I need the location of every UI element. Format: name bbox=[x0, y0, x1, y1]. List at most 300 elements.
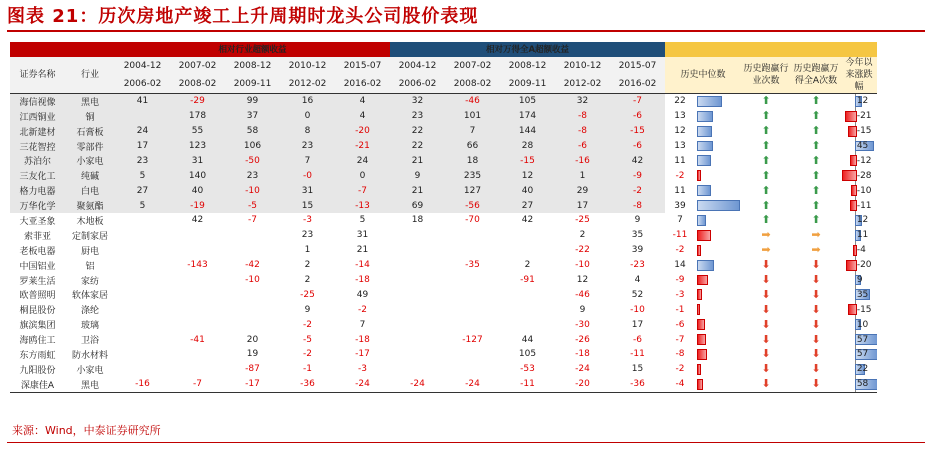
median-bar bbox=[697, 96, 722, 107]
table-row bbox=[10, 109, 877, 124]
industry-name: 厨电 bbox=[80, 246, 99, 257]
industry-excess-cell: 37 bbox=[225, 109, 280, 124]
table-row bbox=[10, 258, 877, 273]
market-excess-cell: 29 bbox=[555, 183, 610, 198]
market-excess-cell: 174 bbox=[500, 109, 555, 124]
market-excess-cell: -6 bbox=[555, 139, 610, 154]
market-excess-cell: 32 bbox=[390, 93, 445, 108]
down-arrow-icon: ⬇ bbox=[811, 317, 821, 331]
industry-excess-cell: 5 bbox=[115, 198, 170, 213]
median-bar-cell bbox=[695, 139, 741, 154]
industry-excess-cell: -36 bbox=[280, 377, 335, 392]
market-excess-cell bbox=[500, 317, 555, 332]
median-bar-cell bbox=[695, 347, 741, 362]
industry-excess-cell: 7 bbox=[280, 153, 335, 168]
down-arrow-icon: ⬇ bbox=[761, 377, 771, 391]
median-value: 12 bbox=[665, 124, 695, 139]
median-value: -6 bbox=[675, 319, 685, 330]
market-excess-cell: -10 bbox=[630, 304, 645, 315]
industry-excess-cell: 19 bbox=[246, 349, 259, 360]
median-bar-cell bbox=[695, 168, 741, 183]
down-arrow-icon: ⬇ bbox=[761, 258, 771, 272]
up-arrow-icon: ⬆ bbox=[811, 124, 821, 138]
industry-name: 小家电 bbox=[76, 365, 104, 376]
industry-name: 定制家居 bbox=[71, 231, 108, 242]
industry-name: 涤纶 bbox=[80, 306, 99, 317]
market-excess-cell bbox=[445, 317, 500, 332]
industry-excess-cell: -0 bbox=[280, 168, 335, 183]
ytd-cell bbox=[841, 317, 877, 332]
industry-excess-cell bbox=[115, 332, 170, 347]
stock-name: 三友化工 bbox=[10, 168, 65, 183]
ytd-cell bbox=[841, 183, 877, 198]
beat-industry-cell bbox=[741, 287, 791, 302]
beat-market-cell bbox=[791, 332, 841, 347]
industry-name: 软体家居 bbox=[71, 291, 108, 302]
group-header-row bbox=[10, 42, 877, 57]
industry-excess-cell bbox=[170, 243, 225, 258]
figure-title: 图表 21：历次房地产竣工上升周期时龙头公司股价表现 bbox=[7, 6, 479, 27]
period-start: 2004-12 bbox=[115, 57, 170, 75]
table-row bbox=[10, 93, 877, 108]
industry-excess-cell: 9 bbox=[304, 304, 311, 315]
median-bar-cell bbox=[695, 109, 741, 124]
stock-name: 老板电器 bbox=[19, 246, 56, 257]
market-excess-cell: -30 bbox=[575, 319, 590, 330]
stock-name: 东方雨虹 bbox=[19, 350, 56, 361]
median-bar-cell bbox=[695, 273, 741, 288]
market-excess-cell bbox=[390, 302, 445, 317]
ytd-value: 9 bbox=[856, 275, 863, 286]
industry-excess-cell: -41 bbox=[190, 334, 205, 345]
industry-excess-cell bbox=[115, 273, 170, 288]
median-value: 39 bbox=[665, 198, 695, 213]
ytd-bar bbox=[842, 170, 857, 181]
right-arrow-icon: ➡ bbox=[761, 243, 771, 257]
market-excess-cell: -8 bbox=[610, 198, 665, 213]
market-excess-cell bbox=[445, 362, 500, 377]
industry-excess-cell: 106 bbox=[225, 139, 280, 154]
industry-excess-cell: 7 bbox=[359, 319, 366, 330]
median-bar-cell bbox=[695, 153, 741, 168]
industry-excess-cell bbox=[225, 243, 280, 258]
table-row bbox=[10, 377, 877, 392]
market-excess-cell: 23 bbox=[390, 109, 445, 124]
ytd-cell bbox=[841, 153, 877, 168]
industry-name: 黑电 bbox=[65, 93, 115, 108]
median-value: -1 bbox=[675, 304, 685, 315]
industry-excess-cell: -18 bbox=[355, 275, 370, 286]
market-excess-cell: 9 bbox=[634, 215, 641, 226]
industry-name: 纯碱 bbox=[65, 168, 115, 183]
market-excess-cell bbox=[445, 287, 500, 302]
market-excess-cell bbox=[500, 302, 555, 317]
stock-name: 万华化学 bbox=[10, 198, 65, 213]
stock-name: 九阳股份 bbox=[19, 365, 56, 376]
industry-excess-cell: 178 bbox=[170, 109, 225, 124]
market-excess-cell: -9 bbox=[610, 168, 665, 183]
stock-name: 江西铜业 bbox=[10, 109, 65, 124]
ytd-value: -20 bbox=[856, 260, 872, 271]
market-excess-cell: -6 bbox=[610, 109, 665, 124]
median-value: 14 bbox=[674, 260, 686, 271]
industry-excess-cell bbox=[115, 302, 170, 317]
market-excess-cell: 42 bbox=[610, 153, 665, 168]
header-stock: 证券名称 bbox=[10, 57, 65, 94]
stock-name: 索菲亚 bbox=[23, 231, 51, 242]
market-excess-cell: 9 bbox=[390, 168, 445, 183]
beat-market-cell bbox=[791, 228, 841, 243]
beat-industry-cell bbox=[741, 302, 791, 317]
beat-market-cell bbox=[791, 243, 841, 258]
period-end: 2006-02 bbox=[390, 75, 445, 94]
market-excess-cell: -15 bbox=[500, 153, 555, 168]
down-arrow-icon: ⬇ bbox=[761, 332, 771, 346]
market-excess-cell bbox=[390, 258, 445, 273]
median-bar-cell bbox=[695, 124, 741, 139]
market-excess-cell: -11 bbox=[630, 349, 645, 360]
market-excess-cell: -46 bbox=[445, 93, 500, 108]
industry-excess-cell bbox=[115, 362, 170, 377]
beat-market-cell bbox=[791, 317, 841, 332]
ytd-cell bbox=[841, 228, 877, 243]
ytd-cell bbox=[841, 213, 877, 228]
ytd-cell bbox=[841, 377, 877, 392]
ytd-cell bbox=[841, 124, 877, 139]
beat-industry-cell bbox=[741, 153, 791, 168]
industry-name: 木地板 bbox=[76, 216, 104, 227]
ytd-value: -15 bbox=[856, 126, 872, 137]
median-value: -2 bbox=[675, 245, 685, 256]
industry-excess-cell: 1 bbox=[304, 245, 311, 256]
stock-name: 罗莱生活 bbox=[19, 276, 56, 287]
stock-name: 北新建材 bbox=[10, 124, 65, 139]
ytd-value: 12 bbox=[856, 96, 869, 107]
period-end: 2012-02 bbox=[280, 75, 335, 94]
industry-excess-cell: -10 bbox=[225, 183, 280, 198]
up-arrow-icon: ⬆ bbox=[811, 109, 821, 123]
market-excess-cell: 18 bbox=[445, 153, 500, 168]
market-excess-cell: -23 bbox=[630, 260, 645, 271]
beat-industry-cell bbox=[741, 198, 791, 213]
industry-excess-cell: -5 bbox=[225, 198, 280, 213]
stock-name: 欧普照明 bbox=[19, 291, 56, 302]
industry-excess-cell: 4 bbox=[335, 109, 390, 124]
median-value: -9 bbox=[675, 275, 685, 286]
industry-name: 小家电 bbox=[65, 153, 115, 168]
industry-excess-cell: 49 bbox=[356, 289, 369, 300]
market-excess-cell bbox=[445, 273, 500, 288]
ytd-cell bbox=[841, 302, 877, 317]
industry-excess-cell: 0 bbox=[335, 168, 390, 183]
industry-excess-cell: 23 bbox=[115, 153, 170, 168]
median-bar bbox=[697, 379, 703, 390]
ytd-value: -12 bbox=[856, 155, 872, 166]
up-arrow-icon: ⬆ bbox=[761, 139, 771, 152]
header-ytd: 今年以来涨跌幅 bbox=[841, 57, 877, 94]
market-excess-cell: 127 bbox=[445, 183, 500, 198]
down-arrow-icon: ⬇ bbox=[761, 362, 771, 376]
ytd-value: -10 bbox=[856, 185, 872, 196]
median-value: -11 bbox=[672, 230, 688, 241]
beat-market-cell bbox=[791, 139, 841, 154]
up-arrow-icon: ⬆ bbox=[811, 153, 821, 167]
beat-market-cell bbox=[791, 302, 841, 317]
median-bar bbox=[697, 364, 701, 375]
industry-excess-cell: 41 bbox=[115, 93, 170, 108]
beat-industry-cell bbox=[741, 213, 791, 228]
beat-industry-cell bbox=[741, 124, 791, 139]
market-excess-cell: -53 bbox=[520, 364, 535, 375]
ytd-cell bbox=[841, 243, 877, 258]
market-excess-cell: -10 bbox=[575, 260, 590, 271]
table-row bbox=[10, 347, 877, 362]
header-beat-market: 历史跑赢万得全A次数 bbox=[791, 57, 841, 94]
market-excess-cell: -20 bbox=[555, 377, 610, 392]
beat-industry-cell bbox=[741, 332, 791, 347]
market-excess-cell: 39 bbox=[631, 245, 644, 256]
up-arrow-icon: ⬆ bbox=[761, 94, 771, 108]
industry-excess-cell: 58 bbox=[225, 124, 280, 139]
industry-excess-cell bbox=[115, 109, 170, 124]
market-excess-cell: -6 bbox=[610, 139, 665, 154]
industry-excess-cell: -7 bbox=[335, 183, 390, 198]
industry-name: 玻璃 bbox=[80, 321, 99, 332]
up-arrow-icon: ⬆ bbox=[811, 198, 821, 212]
beat-market-cell bbox=[791, 109, 841, 124]
median-bar-cell bbox=[695, 243, 741, 258]
industry-excess-cell: -2 bbox=[358, 304, 367, 315]
market-excess-cell: 17 bbox=[631, 319, 644, 330]
market-excess-cell: -91 bbox=[520, 275, 535, 286]
market-excess-cell: 40 bbox=[500, 183, 555, 198]
market-excess-cell: 105 bbox=[500, 93, 555, 108]
market-excess-cell: -22 bbox=[575, 245, 590, 256]
industry-excess-cell bbox=[170, 273, 225, 288]
industry-excess-cell: -17 bbox=[355, 349, 370, 360]
down-arrow-icon: ⬇ bbox=[811, 377, 821, 391]
industry-excess-cell bbox=[170, 362, 225, 377]
market-excess-cell: 32 bbox=[555, 93, 610, 108]
market-excess-cell bbox=[390, 362, 445, 377]
median-bar-cell bbox=[695, 362, 741, 377]
industry-excess-cell: 31 bbox=[356, 230, 369, 241]
ytd-value: 57 bbox=[856, 349, 869, 360]
table-row bbox=[10, 139, 877, 154]
median-value: -7 bbox=[675, 334, 685, 345]
industry-excess-cell: -7 bbox=[170, 377, 225, 392]
industry-excess-cell: 42 bbox=[191, 215, 204, 226]
ytd-cell bbox=[841, 273, 877, 288]
right-arrow-icon: ➡ bbox=[811, 228, 821, 242]
median-bar-cell bbox=[695, 93, 741, 108]
right-arrow-icon: ➡ bbox=[811, 243, 821, 257]
beat-market-cell bbox=[791, 273, 841, 288]
market-excess-cell: 2 bbox=[579, 230, 586, 241]
ytd-value: -4 bbox=[856, 245, 866, 256]
industry-excess-cell: -50 bbox=[225, 153, 280, 168]
median-value: -4 bbox=[665, 377, 695, 392]
market-excess-cell bbox=[390, 332, 445, 347]
beat-market-cell bbox=[791, 93, 841, 108]
industry-excess-cell: -17 bbox=[225, 377, 280, 392]
down-arrow-icon: ⬇ bbox=[811, 362, 821, 376]
table-row bbox=[10, 317, 877, 332]
industry-name: 防水材料 bbox=[71, 350, 108, 361]
median-bar bbox=[697, 304, 700, 315]
market-excess-cell bbox=[445, 302, 500, 317]
market-excess-cell: 18 bbox=[411, 215, 424, 226]
table-row bbox=[10, 273, 877, 288]
industry-excess-cell: 23 bbox=[280, 139, 335, 154]
median-bar-cell bbox=[695, 287, 741, 302]
market-excess-cell: 21 bbox=[390, 183, 445, 198]
median-bar-cell bbox=[695, 302, 741, 317]
industry-excess-cell: -20 bbox=[335, 124, 390, 139]
ytd-bar bbox=[846, 260, 858, 271]
market-excess-cell: -15 bbox=[610, 124, 665, 139]
beat-market-cell bbox=[791, 377, 841, 392]
industry-name: 家纺 bbox=[80, 276, 99, 287]
median-bar bbox=[697, 170, 701, 181]
beat-industry-cell bbox=[741, 93, 791, 108]
market-excess-cell bbox=[500, 243, 555, 258]
market-excess-cell: 101 bbox=[445, 109, 500, 124]
ytd-cell bbox=[841, 168, 877, 183]
down-arrow-icon: ⬇ bbox=[761, 347, 771, 361]
up-arrow-icon: ⬆ bbox=[811, 94, 821, 108]
industry-excess-cell: 99 bbox=[225, 93, 280, 108]
industry-excess-cell: 27 bbox=[115, 183, 170, 198]
industry-excess-cell: 2 bbox=[304, 275, 311, 286]
industry-excess-cell: 8 bbox=[280, 124, 335, 139]
period-end: 2012-02 bbox=[555, 75, 610, 94]
median-bar bbox=[697, 245, 701, 256]
ytd-value: 58 bbox=[856, 379, 869, 390]
stock-name: 深康佳A bbox=[10, 377, 65, 392]
industry-excess-cell bbox=[115, 213, 170, 228]
industry-name: 聚氨酯 bbox=[65, 198, 115, 213]
beat-industry-cell bbox=[741, 139, 791, 154]
market-excess-cell: -2 bbox=[610, 183, 665, 198]
period-end: 2009-11 bbox=[500, 75, 555, 94]
market-excess-cell: -24 bbox=[575, 364, 590, 375]
median-value: -2 bbox=[665, 168, 695, 183]
industry-name: 铝 bbox=[85, 261, 95, 272]
median-bar bbox=[697, 319, 705, 330]
ytd-cell bbox=[841, 332, 877, 347]
down-arrow-icon: ⬇ bbox=[811, 273, 821, 287]
stock-name: 苏泊尔 bbox=[10, 153, 65, 168]
table-row bbox=[10, 362, 877, 377]
beat-market-cell bbox=[791, 362, 841, 377]
median-bar bbox=[697, 155, 711, 166]
industry-excess-cell bbox=[225, 228, 280, 243]
header-median: 历史中位数 bbox=[665, 57, 741, 94]
market-excess-cell bbox=[390, 228, 445, 243]
beat-industry-cell bbox=[741, 243, 791, 258]
up-arrow-icon: ⬆ bbox=[761, 198, 771, 212]
performance-table bbox=[10, 42, 877, 393]
beat-industry-cell bbox=[741, 377, 791, 392]
industry-excess-cell: -143 bbox=[187, 260, 208, 271]
period-start: 2015-07 bbox=[610, 57, 665, 75]
market-excess-cell: -36 bbox=[610, 377, 665, 392]
median-value: 22 bbox=[665, 93, 695, 108]
median-value: -2 bbox=[675, 364, 685, 375]
industry-excess-cell: 140 bbox=[170, 168, 225, 183]
industry-excess-cell bbox=[115, 243, 170, 258]
industry-excess-cell: 31 bbox=[280, 183, 335, 198]
market-excess-cell: -35 bbox=[465, 260, 480, 271]
median-bar-cell bbox=[695, 258, 741, 273]
beat-market-cell bbox=[791, 347, 841, 362]
beat-industry-cell bbox=[741, 362, 791, 377]
industry-excess-cell: 55 bbox=[170, 124, 225, 139]
ytd-cell bbox=[841, 139, 877, 154]
ytd-cell bbox=[841, 347, 877, 362]
market-excess-cell: -7 bbox=[610, 93, 665, 108]
beat-industry-cell bbox=[741, 228, 791, 243]
table-row bbox=[10, 198, 877, 213]
ytd-cell bbox=[841, 198, 877, 213]
ytd-value: -15 bbox=[856, 304, 872, 315]
table-row bbox=[10, 243, 877, 258]
market-excess-cell: -16 bbox=[555, 153, 610, 168]
up-arrow-icon: ⬆ bbox=[811, 168, 821, 182]
down-arrow-icon: ⬇ bbox=[761, 273, 771, 287]
industry-excess-cell bbox=[225, 317, 280, 332]
beat-industry-cell bbox=[741, 273, 791, 288]
market-excess-cell: 44 bbox=[521, 334, 534, 345]
market-excess-cell: -26 bbox=[575, 334, 590, 345]
market-excess-cell: 35 bbox=[631, 230, 644, 241]
market-excess-cell: 21 bbox=[390, 153, 445, 168]
median-bar-cell bbox=[695, 228, 741, 243]
up-arrow-icon: ⬆ bbox=[811, 183, 821, 197]
market-excess-cell: -18 bbox=[575, 349, 590, 360]
market-excess-cell: 17 bbox=[555, 198, 610, 213]
industry-excess-cell: 23 bbox=[225, 168, 280, 183]
table-row bbox=[10, 153, 877, 168]
market-excess-cell: -24 bbox=[390, 377, 445, 392]
up-arrow-icon: ⬆ bbox=[761, 213, 771, 227]
beat-market-cell bbox=[791, 213, 841, 228]
industry-excess-cell bbox=[115, 347, 170, 362]
ytd-bar bbox=[845, 111, 857, 122]
market-excess-cell: -11 bbox=[500, 377, 555, 392]
period-start: 2007-02 bbox=[170, 57, 225, 75]
market-excess-cell: 27 bbox=[500, 198, 555, 213]
table-row bbox=[10, 228, 877, 243]
down-arrow-icon: ⬇ bbox=[761, 302, 771, 316]
period-end: 2009-11 bbox=[225, 75, 280, 94]
median-bar bbox=[697, 230, 711, 241]
industry-excess-cell bbox=[115, 317, 170, 332]
industry-excess-cell: -21 bbox=[335, 139, 390, 154]
median-bar-cell bbox=[695, 213, 741, 228]
market-excess-cell: -8 bbox=[555, 109, 610, 124]
down-arrow-icon: ⬇ bbox=[811, 347, 821, 361]
market-excess-cell: -6 bbox=[633, 334, 642, 345]
median-value: 11 bbox=[665, 153, 695, 168]
group-header-industry: 相对行业超额收益 bbox=[115, 42, 390, 57]
source-note: 来源：Wind，中泰证券研究所 bbox=[12, 424, 161, 437]
median-bar bbox=[697, 141, 713, 152]
industry-excess-cell bbox=[170, 347, 225, 362]
table-row bbox=[10, 302, 877, 317]
up-arrow-icon: ⬆ bbox=[811, 139, 821, 152]
